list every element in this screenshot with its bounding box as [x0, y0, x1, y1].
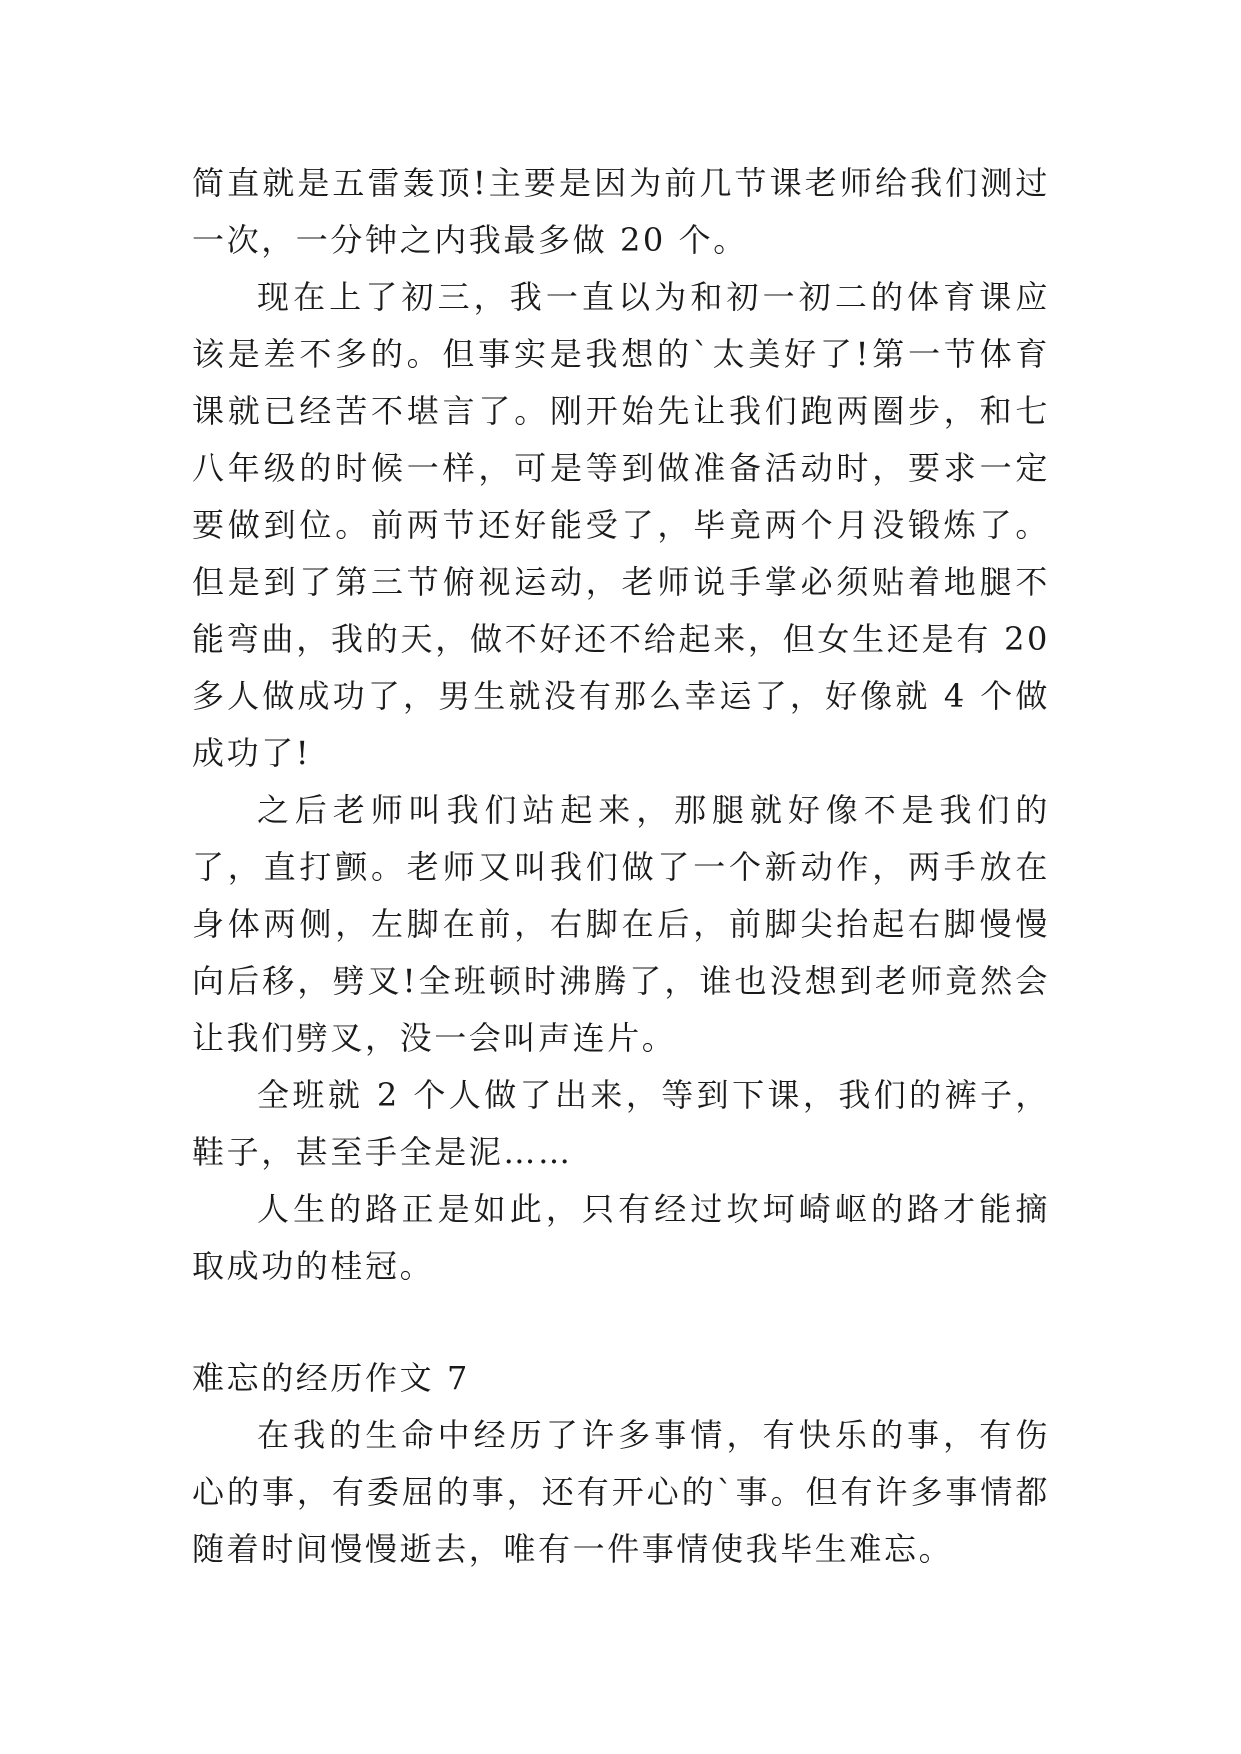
section-heading: 难忘的经历作文 7: [192, 1359, 470, 1397]
document-body: [192, 155, 1050, 1578]
paragraph-continued: 简直就是五雷轰顶!主要是因为前几节课老师给我们测过一次，一分钟之内我最多做 20 个。: [192, 164, 1050, 259]
paragraph: 现在上了初三，我一直以为和初一初二的体育课应该是差不多的。但事实是我想的`太美好了!第一节体育课就已经苦不堪言了。刚开始先让我们跑两圈步，和七八年级的时候一样，可是等到做准备活动时，要求一定要做到位。前两节还好能受了，毕竟两个月没锻炼了。但是到了第三节俯视运动，老师说手掌必须贴着地腿不能弯曲，我的天，做不好还不给起来，但女生还是有 20 多人做成功了，男生就没有那么幸运了，好像就 4 个做成功了!: [192, 278, 1050, 772]
paragraph: 之后老师叫我们站起来，那腿就好像不是我们的了，直打颤。老师又叫我们做了一个新动作，两手放在身体两侧，左脚在前，右脚在后，前脚尖抬起右脚慢慢向后移，劈叉!全班顿时沸腾了，谁也没想到老师竟然会让我们劈叉，没一会叫声连片。: [192, 791, 1050, 1057]
paragraph: 在我的生命中经历了许多事情，有快乐的事，有伤心的事，有委屈的事，还有开心的`事。但有许多事情都随着时间慢慢逝去，唯有一件事情使我毕生难忘。: [192, 1416, 1050, 1568]
paragraph: 全班就 2 个人做了出来，等到下课，我们的裤子，鞋子，甚至手全是泥……: [192, 1076, 1050, 1171]
paragraph: 人生的路正是如此，只有经过坎坷崎岖的路才能摘取成功的桂冠。: [192, 1190, 1050, 1285]
